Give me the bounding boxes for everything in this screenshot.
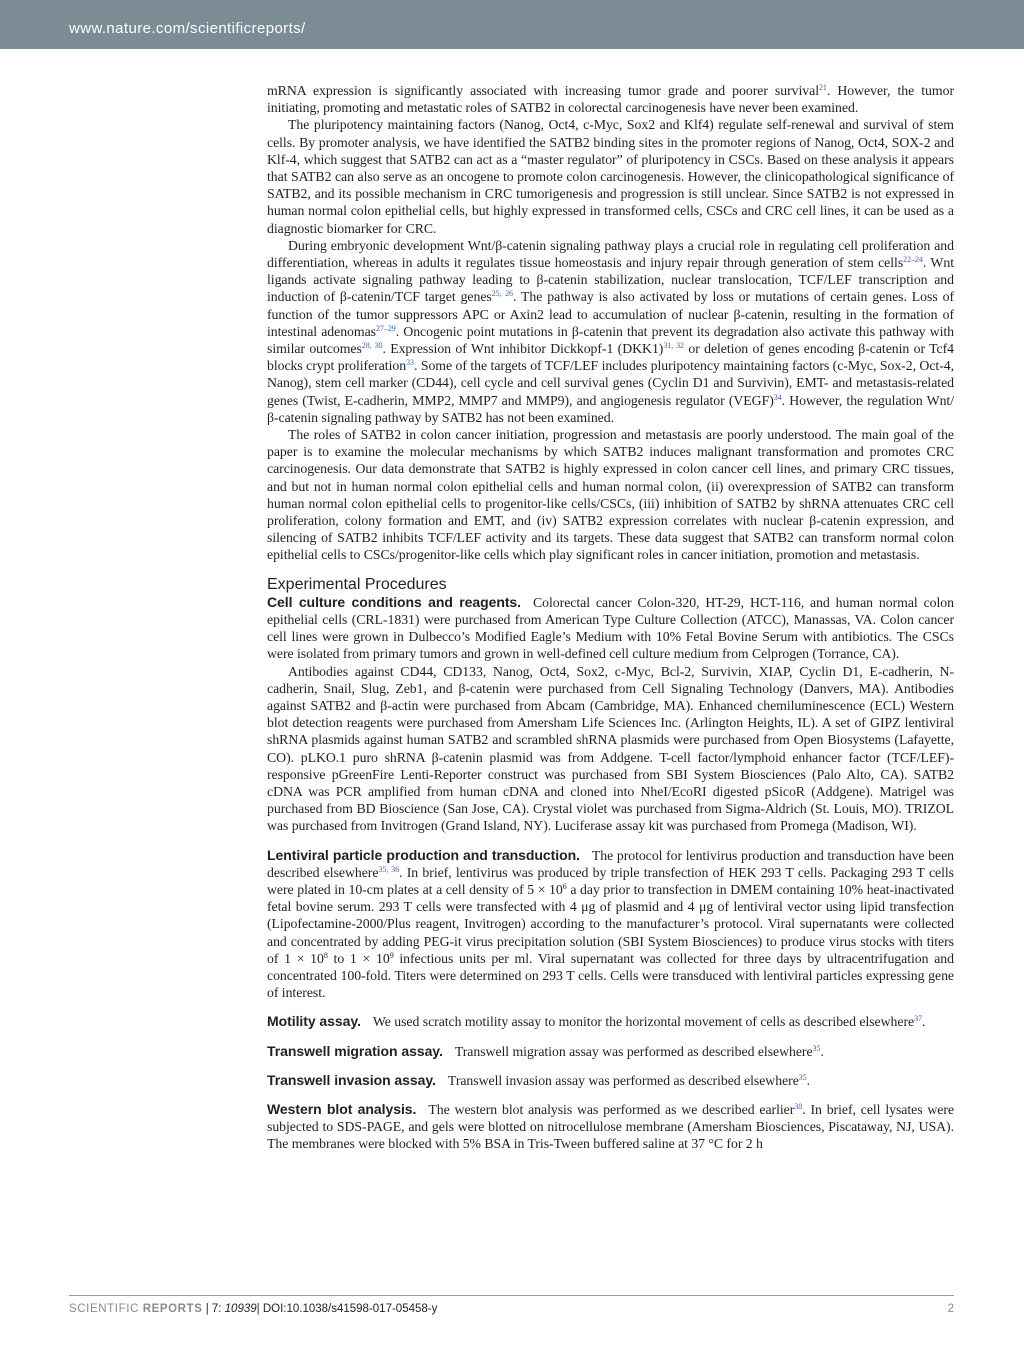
- motility-paragraph: [267, 1013, 954, 1030]
- citation-link[interactable]: 22–24: [903, 255, 923, 265]
- subsection-heading: Motility assay.: [267, 1013, 361, 1030]
- doi: | DOI:10.1038/s41598-017-05458-y: [256, 1303, 438, 1315]
- citation-link[interactable]: 34: [773, 392, 782, 402]
- intro-paragraph: The roles of SATB2 in colon cancer initiation, progression and metastasis are poorly understood. The main goal of the paper is to examine the molecular mechanisms by which SATB2 induces malignant transformation and promotes CRC carcinogenesis. Our data demonstrate that SATB2 is highly expressed in colon cancer cell lines, and primary CRC tissues, and but not in human normal colon epithelial cells and human normal colon, (ii) overexpression of SATB2 can transform human normal colon epithelial cells to progenitor-like cells/CSCs, (iii) inhibition of SATB2 by shRNA attenuates CRC cell proliferation, colony formation and EMT, and (iv) SATB2 expression correlates with nuclear β-catenin expression, and silencing of SATB2 inhibits TCF/LEF activity and its targets. These data suggest that SATB2 can transform normal colon epithelial cells to CSCs/progenitor-like cells which play significant roles in cancer initiation, promotion and metastasis.: [267, 427, 954, 563]
- citation-link[interactable]: 27–29: [375, 323, 396, 333]
- exponent: 8: [323, 950, 328, 960]
- reagents-paragraph: Antibodies against CD44, CD133, Nanog, Oct4, Sox2, c-Myc, Bcl-2, Survivin, XIAP, Cyclin D1, E-cadherin, N-cadherin, Snail, Slug, Zeb1, and β-catenin were purchased from Cell Signaling Technology (Danvers, MA). Antibodies against SATB2 and β-actin were purchased from Abcam (Cambridge, MA). Enhanced chemiluminescence (ECL) Western blot detection reagents were purchased from Amersham Life Sciences Inc. (Arlington Heights, IL). A set of GIPZ lentiviral shRNA plasmids against human SATB2 and scrambled shRNA plasmids were purchased from Open Biosystems (Lafayette, CO). pLKO.1 puro shRNA β-catenin plasmid was from Addgene. T-cell factor/lymphoid enhancer factor (TCF/LEF)-responsive pGreenFire Lenti-Reporter construct was purchased from SBI System Biosciences (Palo Alto, CA). SATB2 cDNA was PCR amplified from human cDNA and cloned into NheI/EcoRI digested pSicoR (Addgene). Matrigel was purchased from BD Bioscience (San Jose, CA). Crystal violet was purchased from Sigma-Aldrich (St. Louis, MO). TRIZOL was purchased from Invitrogen (Grand Island, NY). Luciferase assay kit was purchased from Promega (Madison, WI).: [267, 663, 954, 834]
- volume: | 7:: [205, 1303, 225, 1315]
- brand-bold: REPORTS: [142, 1303, 203, 1315]
- subsection-heading: Lentiviral particle production and transduction.: [267, 846, 580, 863]
- subsection-heading: Transwell migration assay.: [267, 1042, 443, 1059]
- paragraph-text: We used scratch motility assay to monitor the horizontal movement of cells as described elsewhere$^{37}$.: [372, 1014, 926, 1030]
- site-url[interactable]: www.nature.com/scientificreports/: [69, 20, 306, 37]
- citation-link[interactable]: 25, 26: [491, 289, 513, 299]
- citation-link[interactable]: 35, 36: [378, 864, 400, 874]
- journal-brand: [69, 1303, 202, 1315]
- brand-light: SCIENTIFIC: [69, 1303, 139, 1315]
- paragraph-text: Colorectal cancer Colon-320, HT-29, HCT-116, and human normal colon epithelial cells (CRL-1831) were purchased from American Type Culture Collection (ATCC), Manassas, VA. Colon cancer cell lines were grown in Dulbecco’s Modified Eagle’s Medium with 10% Fetal Bovine Serum with antibiotics. The CSCs were isolated from primary tumors and grown in well-defined cell culture medium from Celprogen (Torrance, CA).: [267, 594, 954, 662]
- section-heading: Experimental Procedures: [267, 575, 447, 593]
- paragraph-text: Transwell migration assay was performed as described elsewhere$^{35}$.: [454, 1043, 824, 1059]
- article-number: 10939: [224, 1303, 257, 1315]
- cell-culture-paragraph: [267, 594, 954, 663]
- citation-link[interactable]: 21: [818, 83, 827, 92]
- citation-link[interactable]: 28, 30: [361, 341, 383, 351]
- exponent: 9: [389, 950, 394, 960]
- citation-link[interactable]: 35: [798, 1072, 807, 1082]
- intro-paragraph: mRNA expression is significantly associated with increasing tumor grade and poorer survival$^{21}$. However, the tumor initiating, promoting and metastatic roles of SATB2 in colorectal carcinogenesis have never been examined.: [267, 83, 954, 116]
- exponent: 6: [562, 881, 567, 891]
- article-body: [267, 82, 954, 1153]
- lentiviral-paragraph: [267, 847, 954, 1002]
- paragraph-text: The western blot analysis was performed as we described earlier$^{38}$. In brief, cell lysates were subjected to SDS-PAGE, and gels were blotted on nitrocellulose membrane (Amersham Biosciences, Piscataway, NJ, USA). The membranes were blocked with 5% BSA in Tris-Tween buffered saline at 37 °C for 2 h: [267, 1101, 954, 1152]
- page-number: 2: [947, 1303, 954, 1315]
- citation-link[interactable]: 35: [812, 1043, 821, 1053]
- citation-link[interactable]: 37: [914, 1014, 922, 1024]
- paragraph-text: The protocol for lentivirus production and transduction have been described elsewhere$^{35, 36}$. In brief, lentivirus was produced by triple transfection of HEK 293 T cells. Packaging 293 T cells were plated in 10-cm plates at a cell density of $5 \times 10^6$ a day prior to transfection in DMEM containing 10% heat-inactivated fetal bovine serum. 293 T cells were transfected with 4 μg of plasmid and 4 μg of lentiviral vector using lipid transfection (Lipofectamine-2000/Plus reagent, Invitrogen) according to the manufacturer’s protocol. Viral supernatants were collected and concentrated by adding PEG-it virus precipitation solution (SBI System Biosciences) to produce virus stocks with titers of $1 \times 10^8$ to $1 \times 10^9$ infectious units per ml. Viral supernatant was collected for three days by ultracentrifugation and concentrated 100-fold. Titers were determined on 293 T cells. Cells were transduced with lentiviral particles expressing gene of interest.: [267, 847, 954, 1001]
- citation-link[interactable]: 38: [794, 1101, 803, 1111]
- page-footer: [69, 1302, 954, 1316]
- intro-paragraph: During embryonic development Wnt/β-catenin signaling pathway plays a crucial role in regulating cell proliferation and differentiation, whereas in adults it regulates tissue homeostasis and injury repair through generation of stem cells$^{22-24}$. Wnt ligands activate signaling pathway leading to β-catenin stabilization, nuclear translocation, TCF/LEF transcription and induction of β-catenin/TCF target genes$^{25, 26}$. The pathway is also activated by loss or mutations of certain genes. Loss of function of the tumor suppressors APC or Axin2 lead to accumulation of nuclear β-catenin, resulting in the formation of intestinal adenomas$^{27-29}$. Oncogenic point mutations in β-catenin that prevent its degradation also activate this pathway with similar outcomes$^{28, 30}$. Expression of Wnt inhibitor Dickkopf-1 $(DKK1)^{31, 32}$ or deletion of genes encoding β-catenin or Tcf4 blocks crypt proliferation$^{33}$. Some of the targets of TCF/LEF includes pluripotency maintaining factors (c-Myc, Sox-2, Oct-4, Nanog), stem cell marker (CD44), cell cycle and cell survival genes (Cyclin D1 and Survivin), EMT- and metastasis-related genes (Twist, E-cadherin, MMP2, MMP7 and MMP9), and angiogenesis regulator (VEGF)$^{34}$. However, the regulation Wnt/β-catenin signaling pathway by SATB2 has not been examined.: [267, 237, 954, 425]
- intro-paragraph: The pluripotency maintaining factors (Nanog, Oct4, c-Myc, Sox2 and Klf4) regulate self-renewal and survival of stem cells. By promoter analysis, we have identified the SATB2 binding sites in the promoter regions of Nanog, Oct4, SOX-2 and Klf-4, which suggest that SATB2 can act as a “master regulator” of pluripotency in CSCs. Based on these analysis it appears that SATB2 can also serve as an oncogene to promote colon carcinogenesis. However, the clinicopathological significance of SATB2, and its possible mechanism in CRC tumorigenesis and progression is still unclear. Since SATB2 is not expressed in human normal colon epithelial cells, but highly expressed in transformed cells, CSCs and CRC cell lines, it can be used as a diagnostic biomarker for CRC.: [267, 117, 954, 236]
- paragraph-text: Transwell invasion assay was performed as described elsewhere$^{35}$.: [447, 1072, 811, 1088]
- subsection-heading: Western blot analysis.: [267, 1100, 417, 1117]
- subsection-heading: Cell culture conditions and reagents.: [267, 593, 522, 610]
- journal-header-bar: [0, 0, 1024, 49]
- western-paragraph: [267, 1101, 954, 1153]
- citation-link[interactable]: 31, 32: [663, 341, 685, 351]
- footer-divider: [69, 1295, 954, 1296]
- citation-link[interactable]: 33: [406, 358, 414, 368]
- invasion-paragraph: [267, 1072, 954, 1089]
- subsection-heading: Transwell invasion assay.: [267, 1071, 436, 1088]
- migration-paragraph: [267, 1043, 954, 1060]
